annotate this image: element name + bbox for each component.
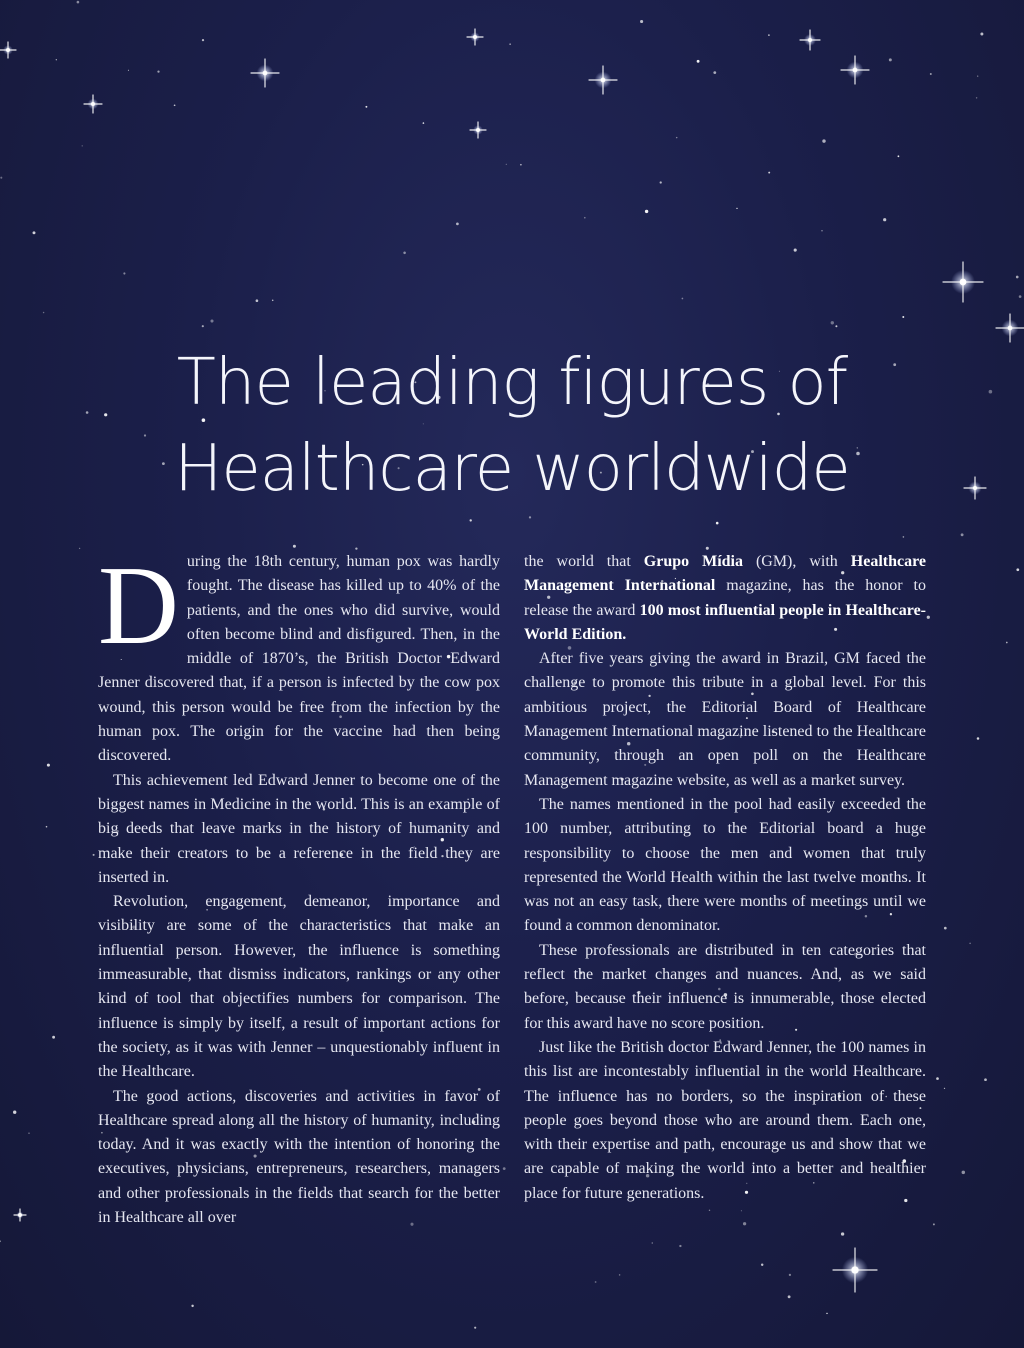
star-dot <box>977 76 978 77</box>
paragraph: After five years giving the award in Brazil, GM faced the challenge to promote this tribute in a global level. For this ambitious project, the Editorial Board of Healthcare Management International magazine listened to the Healthcare community, through an open poll on the Healthcare Management magazine website, as well as a market survey. <box>524 650 926 789</box>
text-run: (GM), with <box>742 553 851 570</box>
star-dot <box>403 252 406 255</box>
paragraph: Just like the British doctor Edward Jenner, the 100 names in this list are incontestably influential in the world Healthcare. The influence has no borders, so the inspiration of these people goes beyond those who are around them. Each one, with their expertise and path, encourage us and show that we are capable of making the world into a better and healthier place for future generations. <box>524 1038 926 1202</box>
star-dot <box>652 1242 653 1243</box>
star-dot <box>520 164 522 166</box>
star-dot <box>821 230 822 231</box>
star-flare <box>833 1248 877 1292</box>
star-dot <box>930 73 932 75</box>
star-dot <box>584 217 586 219</box>
star-dot <box>841 1232 844 1235</box>
star-flare <box>14 1209 26 1221</box>
star-dot <box>936 1077 939 1080</box>
star-dot <box>822 139 825 142</box>
star-dot <box>47 764 50 767</box>
star-dot <box>56 59 57 60</box>
star-flare <box>996 314 1024 342</box>
star-dot <box>709 1210 710 1211</box>
star-dot <box>835 325 837 327</box>
star-dot <box>509 43 510 44</box>
star-dot <box>660 181 662 183</box>
star-dot <box>962 1171 965 1174</box>
article-title-line-2: Healthcare worldwide <box>174 432 850 506</box>
star-dot <box>933 1223 935 1225</box>
star-dot <box>716 522 719 525</box>
star-dot <box>503 1167 506 1170</box>
star-dot <box>79 548 80 549</box>
star-dot <box>902 316 904 318</box>
star-dot <box>961 533 964 536</box>
star-dot <box>713 71 716 74</box>
text-run: the world that <box>524 553 644 570</box>
star-dot <box>889 58 892 61</box>
star-dot <box>927 616 930 619</box>
star-dot <box>898 155 900 157</box>
paragraph: Revolution, engagement, demeanor, importance and visibility are some of the characteristics that make an influential person. However, the influence is something immeasurable, that dismiss indicators, rankings or any other kind of tool that objectifies numbers for comparison. The influence is simply by itself, a result of important actions for the society, as it was with Jenner – unquestionably influent in the Healthcare. <box>98 893 500 1081</box>
star-dot <box>272 300 274 302</box>
star-dot <box>794 249 797 252</box>
star-dot <box>13 1111 16 1114</box>
star-dot <box>1016 568 1019 571</box>
article-title <box>0 340 1024 512</box>
star-dot <box>944 927 947 930</box>
star-dot <box>826 1313 827 1314</box>
star-dot <box>789 1274 791 1276</box>
star-dot <box>506 164 507 165</box>
star-dot <box>1016 276 1019 279</box>
star-dot <box>256 299 259 302</box>
star-dot <box>365 106 367 108</box>
star-dot <box>128 70 129 71</box>
star-dot <box>977 737 980 740</box>
paragraph-continued <box>524 550 926 647</box>
star-dot <box>123 272 125 274</box>
award-name: 100 most influential people in Healthcare- World Edition. <box>524 601 927 643</box>
star-dot <box>210 319 213 322</box>
star-dot <box>831 321 834 324</box>
star-dot <box>28 1133 29 1134</box>
paragraph-intro-text: uring the 18th century, human pox was hardly fought. The disease has killed up to 40% of the patients, and the ones who did survive, would often become blind and disfigured. Then, in the middle of 1870’s, the British Doctor Edward Jenner discovered that, if a person is infected by the cow pox wound, this person would be free from the infection by the human pox. The origin for the vaccine had then being discovered. <box>98 553 500 765</box>
star-dot <box>1019 295 1022 298</box>
star-dot <box>202 39 204 41</box>
paragraph: This achievement led Edward Jenner to become one of the biggest names in Medicine in the world. This is an example of big deeds that leave marks in the history of humanity and make their creators to be a reference in the field they are inserted in. <box>98 771 500 886</box>
star-dot <box>645 210 648 213</box>
star-dot <box>903 536 905 538</box>
star-dot <box>529 516 531 518</box>
star-dot <box>52 1036 55 1039</box>
star-dot <box>761 1264 763 1266</box>
star-dot <box>82 145 83 146</box>
star-flare <box>0 42 16 58</box>
article-column-right <box>524 550 926 1206</box>
star-flare <box>943 262 983 302</box>
star-dot <box>93 854 95 856</box>
star-dot <box>174 104 176 106</box>
star-dot <box>883 218 886 221</box>
star-dot <box>595 1281 597 1283</box>
star-flare <box>589 66 617 94</box>
star-dot <box>191 1305 193 1307</box>
star-dot <box>788 1295 791 1298</box>
star-dot <box>679 1245 681 1247</box>
star-flare <box>800 30 820 50</box>
paragraph: The good actions, discoveries and activities in favor of Healthcare spread along all the history of humanity, including today. And it was exactly with the intention of honoring the executives, physicians, entrepreneurs, researchers, managers and other professionals in the fields that search for the better in Healthcare all over <box>98 1087 500 1227</box>
star-dot <box>743 1222 746 1225</box>
star-dot <box>944 1088 945 1089</box>
star-dot <box>736 208 737 209</box>
star-dot <box>640 20 643 23</box>
star-dot <box>77 1 80 4</box>
star-dot <box>741 1210 742 1211</box>
star-dot <box>768 34 770 36</box>
star-dot <box>456 223 459 226</box>
star-dot <box>969 943 970 944</box>
text-run: magazine, has the honor to release the award <box>524 577 926 619</box>
star-dot <box>619 1274 621 1276</box>
paragraph: These professionals are distributed in ten categories that reflect the market changes and nuances. And, as we said before, because their influence is innumerable, those elected for this award have no score position. <box>524 941 926 1032</box>
magazine-name: Healthcare Management International <box>524 553 927 595</box>
star-flare <box>84 95 102 113</box>
star-dot <box>676 137 677 138</box>
star-flare <box>251 59 279 87</box>
star-dot <box>984 1078 987 1081</box>
drop-cap: D <box>98 544 179 668</box>
star-dot <box>157 70 159 72</box>
star-dot <box>682 298 684 300</box>
paragraph: The names mentioned in the pool had easily exceeded the 100 number, attributing to the Editorial board a huge responsibility to choose the men and women that truly represented the World Health within the last twelve months. It was not an easy task, there were months of meetings until we found a common denominator. <box>524 795 926 935</box>
article-column-left <box>98 544 500 1230</box>
company-name: Grupo Mídia <box>643 553 743 570</box>
star-dot <box>474 1327 476 1329</box>
star-flare <box>467 29 483 45</box>
star-flare <box>841 56 869 84</box>
star-dot <box>423 122 425 124</box>
star-dot <box>43 312 45 314</box>
star-flare <box>470 122 486 138</box>
star-dot <box>976 97 977 98</box>
star-dot <box>293 545 296 548</box>
star-dot <box>768 172 770 174</box>
star-dot <box>697 60 700 63</box>
star-dot <box>1006 642 1008 644</box>
paragraph-intro <box>98 544 500 769</box>
star-dot <box>0 177 2 179</box>
star-dot <box>0 1240 1 1242</box>
star-dot <box>470 519 472 521</box>
star-dot <box>33 231 36 234</box>
star-dot <box>202 325 204 327</box>
star-dot <box>46 826 48 828</box>
article-title-line-1: The leading figures of <box>176 346 848 420</box>
star-dot <box>980 33 983 36</box>
